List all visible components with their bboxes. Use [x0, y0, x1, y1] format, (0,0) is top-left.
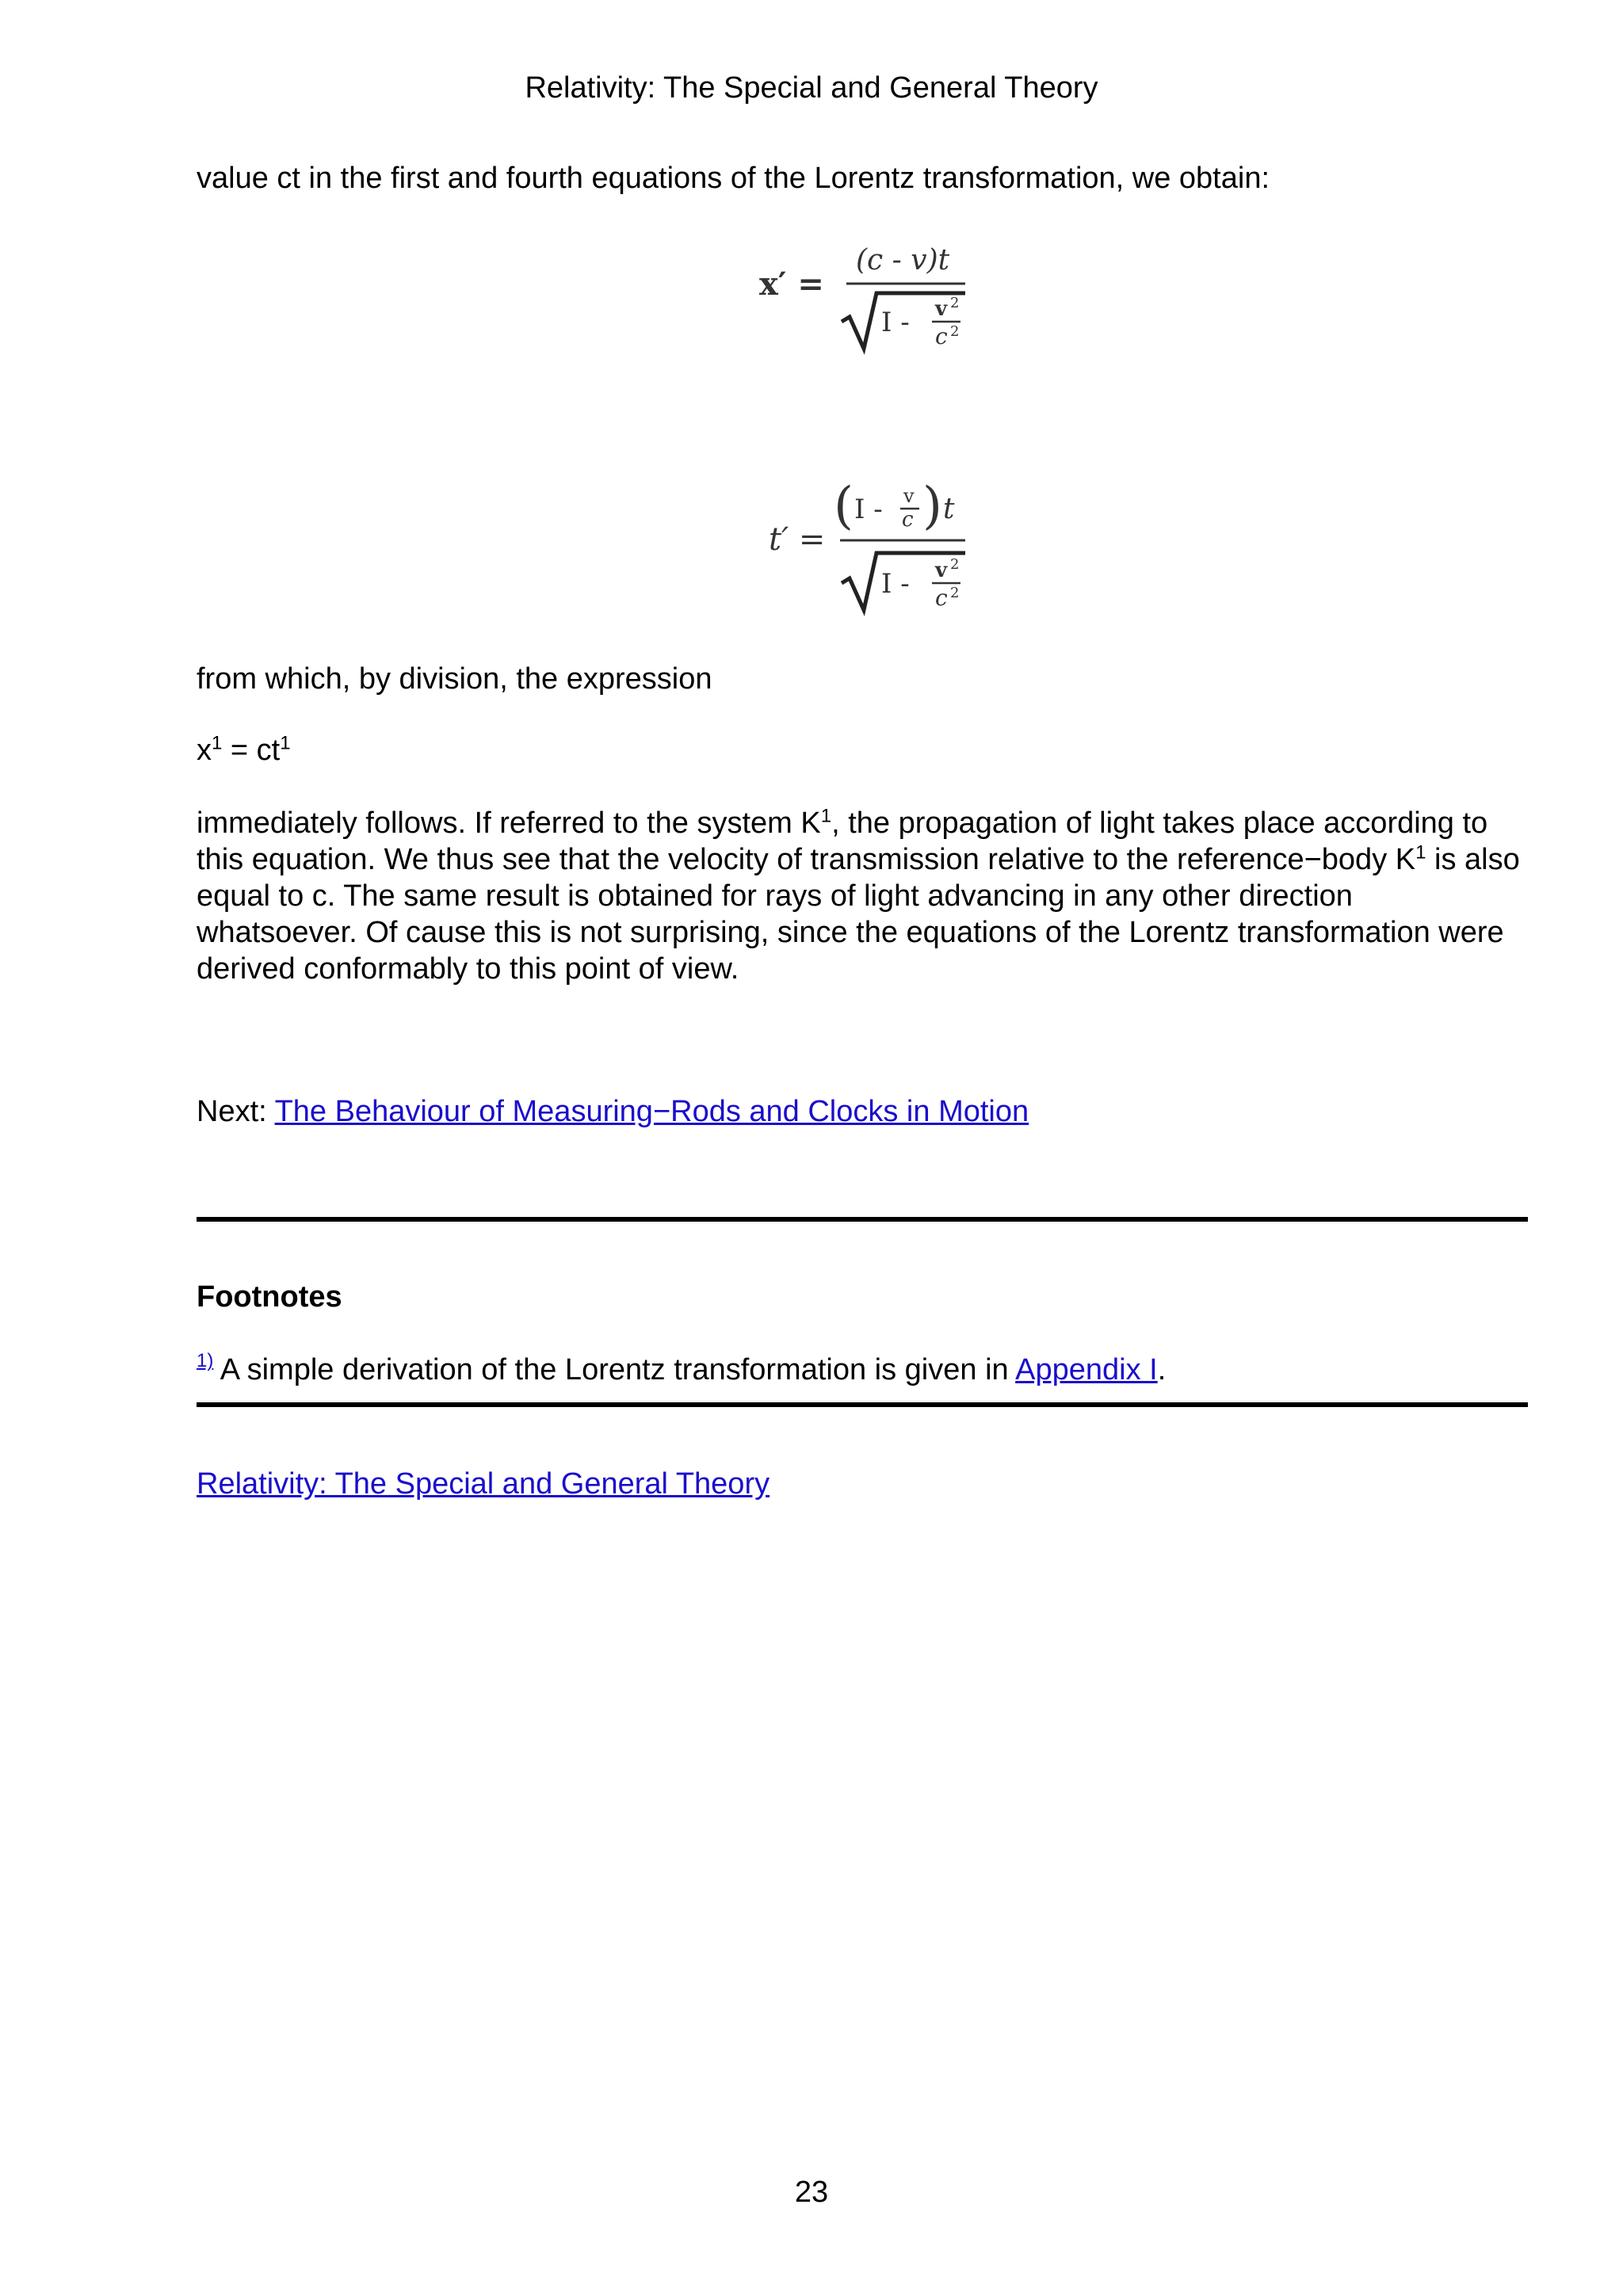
follows-text-1: immediately follows. If referred to the system K [197, 807, 821, 840]
horizontal-rule-bottom [197, 1402, 1528, 1407]
footnote-text: A simple derivation of the Lorentz transformation is given in [213, 1353, 1016, 1386]
follows-line-1 [197, 805, 1544, 841]
eq2-num-one: I - [854, 494, 883, 525]
running-header: Relativity: The Special and General Theory [525, 71, 1098, 105]
follows-sup-1: 1 [820, 805, 832, 827]
eq2-den-one: I - [881, 568, 910, 600]
eq2-num-t: t [943, 493, 955, 525]
expression-line [197, 732, 291, 769]
expr-x: x [197, 734, 212, 767]
intro-paragraph: value ct in the first and fourth equations of the Lorentz transformation, we obtain: [197, 162, 1270, 195]
eq2-den-c-exp: 2 [950, 585, 960, 601]
follows-text-2: , the propagation of light takes place according to [831, 807, 1488, 840]
eq2-den-v: v [935, 559, 948, 582]
next-label: Next: [197, 1095, 275, 1128]
eq2-close-paren: ) [922, 477, 942, 536]
expr-sup2: 1 [280, 732, 291, 754]
eq2-den-v-exp: 2 [950, 556, 960, 573]
eq2-num-c: c [902, 508, 914, 532]
eq1-den-one: I - [881, 307, 910, 338]
home-link[interactable]: Relativity: The Special and General Theory [197, 1467, 770, 1501]
eq1-den-v: v [935, 297, 948, 321]
follows-line-3: equal to c. The same result is obtained for rays of light advancing in any other direction [197, 879, 1353, 913]
follows-line-2 [197, 841, 1544, 878]
footnotes-heading: Footnotes [197, 1280, 342, 1314]
footnote-end: . [1157, 1353, 1167, 1386]
eq1-den-c-exp: 2 [950, 323, 960, 340]
follows-line-4: whatsoever. Of cause this is not surprising, since the equations of the Lorentz transformation were [197, 916, 1504, 949]
eq1-den-c: c [935, 323, 948, 349]
page-number: 23 [794, 2176, 829, 2209]
footnote-item [197, 1352, 1166, 1388]
next-navigation [197, 1093, 1029, 1130]
follows-text-3: this equation. We thus see that the velocity of transmission relative to the reference−body K [197, 843, 1416, 876]
equation-x-prime [753, 238, 983, 364]
footnote-marker-link[interactable]: 1) [197, 1350, 214, 1372]
eq1-den-v-exp: 2 [950, 295, 960, 311]
follows-text-4: is also [1426, 843, 1520, 876]
eq2-num-v: v [903, 485, 915, 507]
expr-sup1: 1 [212, 732, 223, 754]
follows-sup-2: 1 [1415, 841, 1426, 864]
expr-mid: = ct [222, 734, 281, 767]
eq2-lhs: t′ = [769, 521, 826, 558]
eq1-lhs: x′ = [759, 265, 824, 303]
eq1-numerator: (c - v)t [856, 244, 950, 277]
appendix-link[interactable]: Appendix I [1015, 1353, 1158, 1386]
next-chapter-link[interactable]: The Behaviour of Measuring−Rods and Clocks in Motion [274, 1095, 1029, 1128]
equation-t-prime [753, 475, 983, 634]
follows-line-5: derived conformably to this point of view. [197, 952, 739, 986]
horizontal-rule-top [197, 1217, 1528, 1222]
eq2-open-paren: ( [834, 477, 854, 536]
division-paragraph: from which, by division, the expression [197, 662, 712, 696]
eq2-den-c: c [935, 585, 948, 611]
follows-paragraph [197, 805, 1544, 987]
